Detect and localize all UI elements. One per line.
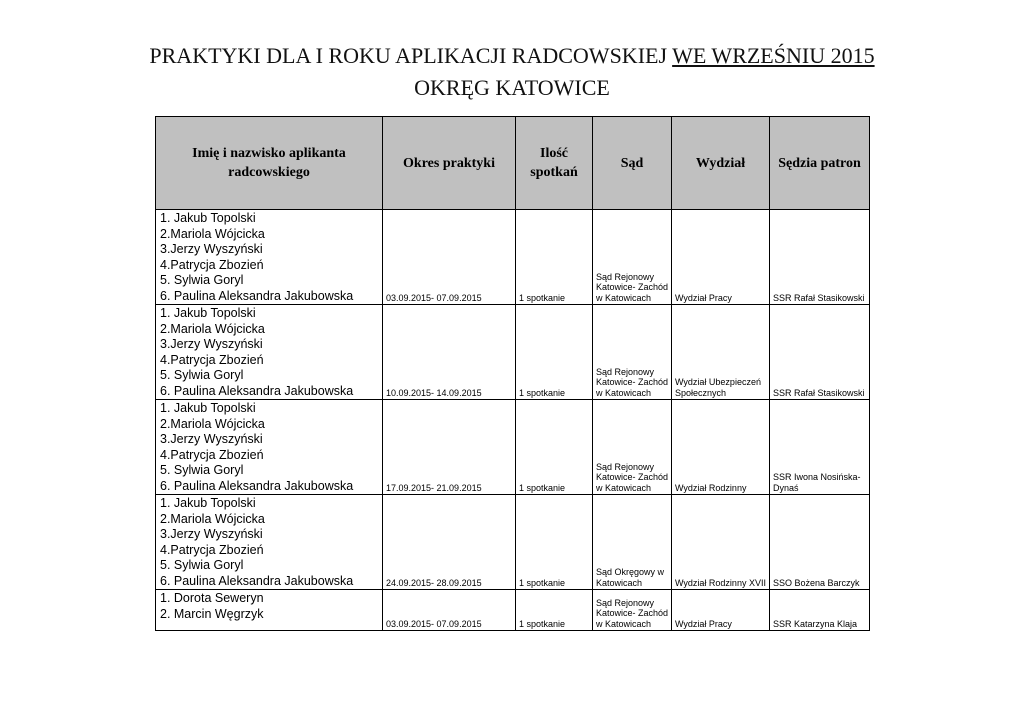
applicant-name: 6. Paulina Aleksandra Jakubowska: [160, 288, 354, 303]
applicant-name: 1. Jakub Topolski: [160, 211, 256, 225]
title-text: PRAKTYKI DLA I ROKU APLIKACJI RADCOWSKIEJ: [149, 43, 673, 68]
meetings-cell: 1 spotkanie: [516, 210, 593, 305]
department-cell: Wydział Rodzinny XVII: [672, 495, 770, 590]
applicant-name: 4.Patrycja Zbozień: [160, 257, 264, 272]
names-list: [160, 591, 382, 622]
department-cell: Wydział Pracy: [672, 590, 770, 631]
title-underlined-text: WE WRZEŚNIU 2015: [672, 43, 875, 68]
department-cell: Wydział Pracy: [672, 210, 770, 305]
court-cell: Sąd Okręgowy w Katowicach: [593, 495, 672, 590]
names-cell: [156, 400, 383, 495]
court-cell: Sąd Rejonowy Katowice- Zachód w Katowicach: [593, 210, 672, 305]
applicant-name: 2.Mariola Wójcicka: [160, 511, 265, 526]
table-row: [156, 495, 870, 590]
names-list: [160, 401, 382, 494]
names-cell: [156, 495, 383, 590]
applicant-name: 4.Patrycja Zbozień: [160, 447, 264, 462]
header-name: Imię i nazwisko aplikanta radcowskiego: [156, 117, 383, 210]
applicant-name: 2.Mariola Wójcicka: [160, 416, 265, 431]
header-judge: Sędzia patron: [770, 117, 870, 210]
meetings-cell: 1 spotkanie: [516, 590, 593, 631]
period-cell: 10.09.2015- 14.09.2015: [383, 305, 516, 400]
applicant-name: 4.Patrycja Zbozień: [160, 542, 264, 557]
table-row: [156, 305, 870, 400]
period-cell: 03.09.2015- 07.09.2015: [383, 210, 516, 305]
department-cell: Wydział Ubezpieczeń Społecznych: [672, 305, 770, 400]
applicant-name: 6. Paulina Aleksandra Jakubowska: [160, 383, 354, 398]
judge-cell: SSR Rafał Stasikowski: [770, 305, 870, 400]
meetings-cell: 1 spotkanie: [516, 305, 593, 400]
court-cell: Sąd Rejonowy Katowice- Zachód w Katowicach: [593, 400, 672, 495]
applicant-name: 6. Paulina Aleksandra Jakubowska: [160, 478, 354, 493]
applicant-name: 2.Mariola Wójcicka: [160, 226, 265, 241]
court-cell: Sąd Rejonowy Katowice- Zachód w Katowicach: [593, 590, 672, 631]
names-cell: [156, 210, 383, 305]
names-list: [160, 496, 382, 589]
names-cell: [156, 305, 383, 400]
applicant-name: 5. Sylwia Goryl: [160, 273, 244, 287]
applicant-name: 1. Jakub Topolski: [160, 401, 256, 415]
table-row: [156, 590, 870, 631]
applicant-name: 4.Patrycja Zbozień: [160, 352, 264, 367]
document-title-line2: OKRĘG KATOWICE: [414, 75, 610, 100]
document-title-line1: [0, 43, 1024, 69]
applicant-name: 3.Jerzy Wyszyński: [160, 432, 263, 446]
applicant-name: 2. Marcin Węgrzyk: [160, 606, 264, 621]
table-row: [156, 210, 870, 305]
names-list: [160, 306, 382, 399]
period-cell: 24.09.2015- 28.09.2015: [383, 495, 516, 590]
applicant-name: 1. Dorota Seweryn: [160, 591, 264, 605]
header-meetings: Ilość spotkań: [516, 117, 593, 210]
table-row: [156, 400, 870, 495]
applicant-name: 1. Jakub Topolski: [160, 496, 256, 510]
meetings-cell: 1 spotkanie: [516, 400, 593, 495]
applicant-name: 3.Jerzy Wyszyński: [160, 242, 263, 256]
header-court: Sąd: [593, 117, 672, 210]
applicant-name: 5. Sylwia Goryl: [160, 558, 244, 572]
applicant-name: 2.Mariola Wójcicka: [160, 321, 265, 336]
schedule-table: [155, 116, 870, 631]
names-list: [160, 211, 382, 304]
judge-cell: SSR Rafał Stasikowski: [770, 210, 870, 305]
applicant-name: 6. Paulina Aleksandra Jakubowska: [160, 573, 354, 588]
judge-cell: SSR Katarzyna Klaja: [770, 590, 870, 631]
names-cell: [156, 590, 383, 631]
header-period: Okres praktyki: [383, 117, 516, 210]
department-cell: Wydział Rodzinny: [672, 400, 770, 495]
meetings-cell: 1 spotkanie: [516, 495, 593, 590]
court-cell: Sąd Rejonowy Katowice- Zachód w Katowicach: [593, 305, 672, 400]
judge-cell: SSO Bożena Barczyk: [770, 495, 870, 590]
period-cell: 03.09.2015- 07.09.2015: [383, 590, 516, 631]
applicant-name: 3.Jerzy Wyszyński: [160, 337, 263, 351]
applicant-name: 3.Jerzy Wyszyński: [160, 527, 263, 541]
header-row: [156, 117, 870, 210]
applicant-name: 1. Jakub Topolski: [160, 306, 256, 320]
applicant-name: 5. Sylwia Goryl: [160, 463, 244, 477]
header-department: Wydział: [672, 117, 770, 210]
judge-cell: SSR Iwona Nosińska- Dynaś: [770, 400, 870, 495]
period-cell: 17.09.2015- 21.09.2015: [383, 400, 516, 495]
applicant-name: 5. Sylwia Goryl: [160, 368, 244, 382]
